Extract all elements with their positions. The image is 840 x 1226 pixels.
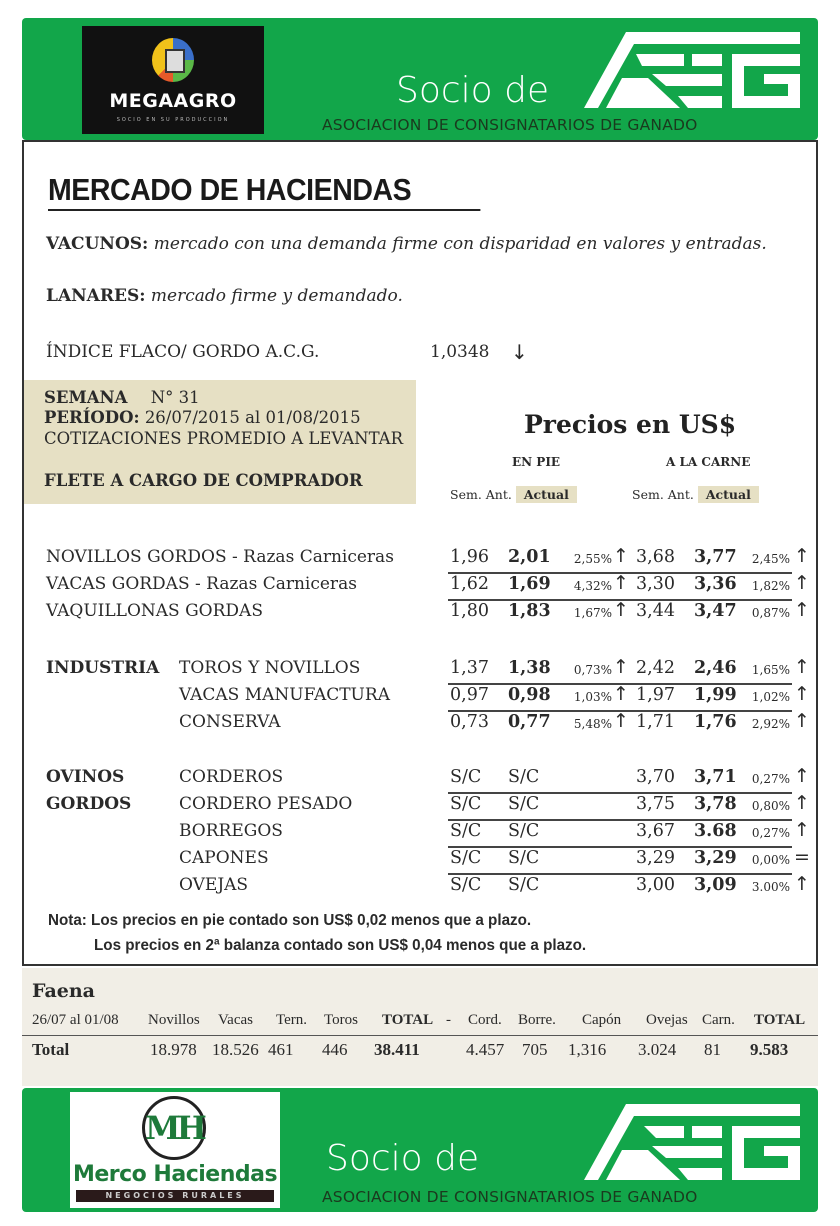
periodo-label: PERÍODO: — [44, 408, 140, 427]
carne-actual: 3,78 — [694, 794, 737, 814]
comment-text: mercado con una demanda firme con disparidad en valores y entradas. — [153, 234, 767, 254]
carne-actual: 1,76 — [694, 712, 737, 732]
arrow-up-icon: ↑ — [613, 545, 629, 567]
faena-total-cell: 18.978 — [150, 1040, 197, 1059]
carne-pct-change: 0,87% — [751, 606, 790, 620]
flete-text: FLETE A CARGO DE COMPRADOR — [44, 471, 363, 490]
en-pie-subheaders — [450, 487, 577, 502]
faena-header-cell: Toros — [324, 1012, 358, 1028]
faena-total-cell: 461 — [268, 1040, 294, 1059]
price-row — [24, 658, 820, 685]
group-en-pie: EN PIE — [512, 455, 561, 469]
carne-prev: 3,44 — [636, 601, 675, 621]
carne-pct-change: 1,02% — [751, 690, 790, 704]
carne-prev: 3,00 — [636, 875, 675, 895]
price-row — [24, 848, 820, 875]
faena-total-cell: 81 — [704, 1040, 721, 1059]
carne-subheaders — [632, 487, 759, 502]
partner-text: Socio de — [396, 70, 550, 111]
carne-pct-change: 2,45% — [751, 552, 790, 566]
arrow-up-icon: ↑ — [613, 599, 629, 621]
arrow-up-icon: ↑ — [794, 873, 810, 895]
faena-header-row — [22, 1012, 818, 1036]
carne-pct-change: 0,80% — [751, 799, 790, 813]
faena-header-cell: TOTAL — [382, 1012, 434, 1028]
equal-icon: = — [794, 846, 810, 868]
faena-total-cell: 1,316 — [568, 1040, 607, 1059]
page-title: MERCADO DE HACIENDAS — [48, 172, 480, 211]
pie-actual: 0,98 — [508, 685, 551, 705]
carne-actual: 3,77 — [694, 547, 737, 567]
association-name: ASOCIACION DE CONSIGNATARIOS DE GANADO — [322, 116, 698, 134]
category-label: GORDOS — [46, 794, 132, 814]
arrow-up-icon: ↑ — [613, 683, 629, 705]
sem-ant-header: Sem. Ant. — [632, 487, 694, 502]
price-row — [24, 574, 820, 601]
category-label: OVINOS — [46, 767, 125, 787]
pie-prev: 0,97 — [450, 685, 489, 705]
carne-prev: 3,75 — [636, 794, 675, 814]
pie-prev: S/C — [450, 848, 482, 868]
carne-prev: 3,70 — [636, 767, 675, 787]
item-label: CORDEROS — [179, 767, 284, 787]
pie-prev: S/C — [450, 794, 482, 814]
comment-label: LANARES: — [46, 286, 146, 306]
carne-prev: 3,67 — [636, 821, 675, 841]
pie-pct-change: 0,73% — [573, 663, 612, 677]
item-label: CAPONES — [179, 848, 269, 868]
carne-pct-change: 1,82% — [751, 579, 790, 593]
faena-total-cell: 9.583 — [750, 1040, 789, 1059]
association-name: ASOCIACION DE CONSIGNATARIOS DE GANADO — [322, 1188, 698, 1206]
pie-prev: 1,62 — [450, 574, 489, 594]
price-row — [24, 712, 820, 739]
arrow-up-icon: ↑ — [794, 572, 810, 594]
pie-actual: 0,77 — [508, 712, 551, 732]
comment-lanares — [46, 286, 403, 306]
periodo-line — [44, 408, 361, 427]
acg-logo-icon — [584, 1102, 804, 1182]
arrow-up-icon: ↑ — [794, 656, 810, 678]
carne-pct-change: 0,27% — [751, 826, 790, 840]
carne-actual: 3,36 — [694, 574, 737, 594]
faena-header-cell: TOTAL — [754, 1012, 806, 1028]
faena-total-cell: 3.024 — [638, 1040, 677, 1059]
item-label: TOROS Y NOVILLOS — [179, 658, 361, 678]
market-report — [22, 140, 818, 966]
carne-actual: 3.68 — [694, 821, 737, 841]
carne-prev: 2,42 — [636, 658, 675, 678]
arrow-up-icon: ↑ — [794, 599, 810, 621]
item-label: CORDERO PESADO — [179, 794, 353, 814]
sem-ant-header: Sem. Ant. — [450, 487, 512, 502]
megaagro-tagline: SOCIO EN SU PRODUCCION — [116, 117, 230, 123]
item-label: BORREGOS — [179, 821, 283, 841]
faena-total-cell: 705 — [522, 1040, 548, 1059]
actual-header: Actual — [698, 486, 759, 503]
note-1: Nota: Los precios en pie contado son US$ 0,02 menos que a plazo. — [48, 912, 532, 929]
pie-pct-change: 2,55% — [573, 552, 612, 566]
faena-section — [22, 968, 818, 1086]
faena-total-cell: 446 — [322, 1040, 348, 1059]
note-2: Los precios en 2ª balanza contado son US$ 0,04 menos que a plazo. — [94, 937, 587, 954]
carne-pct-change: 0,00% — [751, 853, 790, 867]
carne-pct-change: 2,92% — [751, 717, 790, 731]
pie-pct-change: 5,48% — [573, 717, 612, 731]
arrow-up-icon: ↑ — [794, 819, 810, 841]
pie-prev: 0,73 — [450, 712, 489, 732]
group-a-la-carne: A LA CARNE — [666, 455, 751, 469]
arrow-up-icon: ↑ — [794, 683, 810, 705]
item-label: OVEJAS — [179, 875, 249, 895]
faena-header-cell: Borre. — [518, 1012, 556, 1028]
arrow-up-icon: ↑ — [613, 710, 629, 732]
price-row — [24, 875, 820, 902]
mh-monogram: MH — [142, 1096, 206, 1160]
faena-header-cell: 26/07 al 01/08 — [32, 1012, 119, 1028]
pie-prev: S/C — [450, 875, 482, 895]
faena-total-cell: Total — [32, 1040, 70, 1059]
faena-header-cell: Capón — [582, 1012, 622, 1028]
item-label: VACAS GORDAS - Razas Carniceras — [46, 574, 357, 594]
faena-header-cell: Carn. — [702, 1012, 735, 1028]
pie-prev: S/C — [450, 821, 482, 841]
category-label: INDUSTRIA — [46, 658, 160, 678]
semana-value: N° 31 — [150, 388, 200, 407]
semana-label: SEMANA — [44, 388, 128, 407]
megaagro-logo — [82, 26, 264, 134]
carne-actual: 3,29 — [694, 848, 737, 868]
merco-tagline: NEGOCIOS RURALES — [76, 1190, 274, 1202]
indice-value: 1,0348 — [430, 342, 490, 362]
item-label: CONSERVA — [179, 712, 281, 732]
periodo-value: 26/07/2015 al 01/08/2015 — [144, 408, 361, 427]
faena-header-cell: Vacas — [218, 1012, 253, 1028]
carne-pct-change: 0,27% — [751, 772, 790, 786]
pie-actual: S/C — [508, 875, 540, 895]
faena-title: Faena — [32, 980, 95, 1002]
faena-header-cell: Tern. — [276, 1012, 308, 1028]
faena-total-cell: 4.457 — [466, 1040, 505, 1059]
faena-header-cell: - — [446, 1012, 451, 1028]
indice-label: ÍNDICE FLACO/ GORDO A.C.G. — [46, 342, 320, 362]
carne-prev: 1,97 — [636, 685, 675, 705]
pie-actual: S/C — [508, 848, 540, 868]
arrow-up-icon: ↑ — [794, 792, 810, 814]
arrow-up-icon: ↑ — [613, 572, 629, 594]
item-label: VAQUILLONAS GORDAS — [46, 601, 263, 621]
comment-text: mercado firme y demandado. — [150, 286, 403, 306]
pie-actual: S/C — [508, 794, 540, 814]
carne-pct-change: 3.00% — [751, 880, 790, 894]
semana-line — [44, 388, 200, 407]
megaagro-globe-icon — [152, 38, 194, 82]
carne-actual: 3,47 — [694, 601, 737, 621]
footer-banner — [22, 1088, 818, 1212]
pie-pct-change: 1,67% — [573, 606, 612, 620]
pie-actual: S/C — [508, 821, 540, 841]
pie-actual: 1,38 — [508, 658, 551, 678]
merco-haciendas-logo — [70, 1092, 280, 1208]
merco-name: Merco Haciendas — [72, 1162, 278, 1187]
partner-text: Socio de — [326, 1138, 480, 1179]
arrow-up-icon: ↑ — [794, 710, 810, 732]
pie-pct-change: 1,03% — [573, 690, 612, 704]
pie-actual: S/C — [508, 767, 540, 787]
item-label: VACAS MANUFACTURA — [179, 685, 390, 705]
pie-actual: 2,01 — [508, 547, 551, 567]
acg-logo-icon — [584, 30, 804, 110]
carne-pct-change: 1,65% — [751, 663, 790, 677]
pie-prev: 1,37 — [450, 658, 489, 678]
header-banner — [22, 18, 818, 140]
carne-prev: 3,68 — [636, 547, 675, 567]
carne-actual: 1,99 — [694, 685, 737, 705]
faena-header-cell: Novillos — [148, 1012, 200, 1028]
carne-actual: 2,46 — [694, 658, 737, 678]
week-info-box — [24, 380, 416, 504]
faena-header-cell: Cord. — [468, 1012, 502, 1028]
pie-prev: S/C — [450, 767, 482, 787]
arrow-up-icon: ↑ — [794, 545, 810, 567]
price-row — [24, 767, 820, 794]
price-row — [24, 685, 820, 712]
pie-actual: 1,83 — [508, 601, 551, 621]
carne-prev: 1,71 — [636, 712, 675, 732]
carne-prev: 3,30 — [636, 574, 675, 594]
item-label: NOVILLOS GORDOS - Razas Carniceras — [46, 547, 394, 567]
pie-prev: 1,96 — [450, 547, 489, 567]
price-row — [24, 794, 820, 821]
price-row — [24, 601, 820, 628]
prices-title: Precios en US$ — [524, 410, 737, 439]
comment-label: VACUNOS: — [46, 234, 149, 254]
pie-actual: 1,69 — [508, 574, 551, 594]
price-row — [24, 547, 820, 574]
actual-header: Actual — [516, 486, 577, 503]
pie-pct-change: 4,32% — [573, 579, 612, 593]
faena-total-cell: 38.411 — [374, 1040, 420, 1059]
comment-vacunos — [46, 234, 767, 254]
faena-total-cell: 18.526 — [212, 1040, 259, 1059]
faena-header-cell: Ovejas — [646, 1012, 688, 1028]
arrow-down-icon: ↓ — [511, 340, 528, 364]
carne-actual: 3,09 — [694, 875, 737, 895]
arrow-up-icon: ↑ — [613, 656, 629, 678]
pie-prev: 1,80 — [450, 601, 489, 621]
price-row — [24, 821, 820, 848]
megaagro-name: MEGAAGRO — [109, 90, 237, 112]
carne-actual: 3,71 — [694, 767, 737, 787]
carne-prev: 3,29 — [636, 848, 675, 868]
arrow-up-icon: ↑ — [794, 765, 810, 787]
cotizaciones-text: COTIZACIONES PROMEDIO A LEVANTAR — [44, 429, 404, 448]
